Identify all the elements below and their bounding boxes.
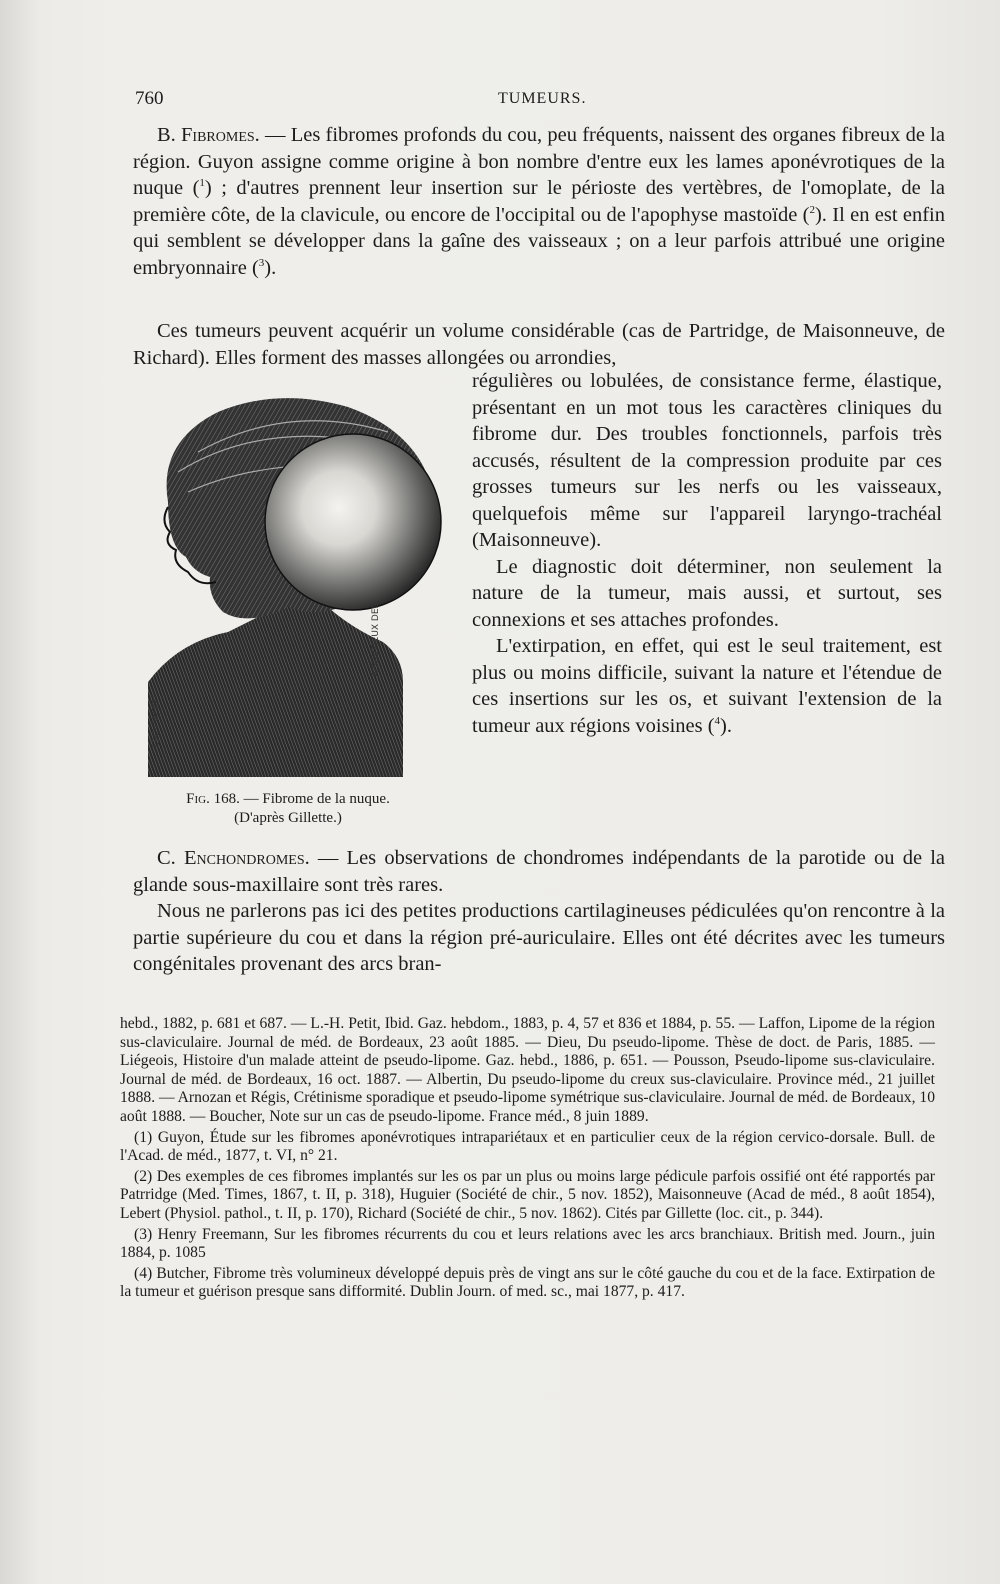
figure-168 [138,382,458,830]
paragraph-text: ). [264,256,277,279]
paragraph-diagnostic: Le diagnostic doit déterminer, non seulement la nature de la tumeur, mais aussi, et surtout, ses connexions et ses attaches profondes. [472,555,942,631]
footnote-text: Henry Freemann, Sur les fibromes récurrents du cou et leurs relations avec les arcs branchiaux. British med. Journ., juin 1884, p. 1085 [120,1225,935,1262]
paragraph-enchondromes [133,845,945,898]
footnote-2 [120,1168,935,1224]
side-column [472,368,942,739]
paragraph-petites-productions: Nous ne parlerons pas ici des petites productions cartilagineuses pédiculées qu'on rencontre à la partie supérieure du cou et dans la région pré-auriculaire. Elles ont été décrites avec les tumeurs congénitales provenant des arcs bran- [133,900,945,975]
footnote-ref: 1 [199,177,205,190]
footnote-text: Guyon, Étude sur les fibromes aponévrotiques intrapariétaux et en particulier ceux de la région cervico-dorsale. Bull. de l'Acad. de méd., 1877, t. VI, n° 21. [120,1128,935,1165]
figure-label: Fig. 168. [186,791,240,807]
footnote-text: Butcher, Fibrome très volumineux développé depuis près de vingt ans sur le côté gauche du cou et de la face. Extirpation de la tumeur et guérison presque sans difformité. Dublin Journ. of med. sc., mai 1877, p. 417. [120,1264,935,1301]
paragraph-fibromes [133,122,945,281]
paragraph-ces-tumeurs: Ces tumeurs peuvent acquérir un volume considérable (cas de Partridge, de Maisonneuve, de Richard). Elles forment des masses allongées ou arrondies, [133,320,945,369]
paragraph-extirpation [472,633,942,739]
paragraph-text: ). Il en est enfin qui semblent se développer dans la gaîne des vaisseaux ; on a leur parfois attribué une origine embryonnaire ( [133,203,945,279]
footnote-3 [120,1226,935,1263]
footnotes [120,1015,935,1304]
footnote-ref: 2 [809,203,815,216]
shoulder-shape [148,587,403,777]
footnote-ref: 3 [258,256,265,269]
figure-source: (D'après Gillette.) [234,810,342,826]
paragraph-text: ) ; d'autres prennent leur insertion sur le périoste des vertèbres, de l'omoplate, de la première côte, de la clavicule, ou encore de l'occipital ou de l'apophyse mastoïde ( [133,177,945,226]
footnote-mark: (4) [134,1264,153,1282]
paragraph-text: ). [720,714,732,737]
running-head: TUMEURS. [498,90,587,107]
section-letter: B. [157,124,182,146]
section-ces-tumeurs [133,318,945,371]
section-fibromes [133,122,945,281]
footnote-text: Des exemples de ces fibromes implantés sur les os par un plus ou moins large pédicule parfois ossifié ont été rapportés par Patrridge (Med. Times, 1867, t. II, p. 318), Huguier (Société de chir., 5 nov. 1852), Maisonneuve (Acad de méd., 8 août 1854), Lebert (Physiol. pathol., t. II, p. 170), Richard (Société de chir., 5 nov. 1862). Cités par Gillette (loc. cit., p. 344). [120,1167,935,1222]
paragraph-text: . — Les fibromes profonds du cou, peu fréquents, naissent des organes fibreux de la région. Guyon assigne comme origine à bon nombre d'entre eux les lames aponévrotiques de la nuque ( [133,124,945,199]
section-heading: Fibromes [181,124,255,146]
footnote-mark: (1) [134,1128,153,1146]
footnote-ref: 4 [714,714,721,727]
figure-caption [138,790,438,828]
section-heading: Enchondromes [183,847,305,869]
engraver-right: A.SAVTIEUX DEL [371,603,381,677]
page-header [135,88,945,118]
section-letter: C. [157,847,184,869]
engraver-left: BLANADET [149,700,159,749]
footnote-mark: (3) [134,1225,153,1243]
page-number: 760 [135,88,164,109]
tumor-mass [265,434,441,610]
footnote-1 [120,1129,935,1166]
figure-title: — Fibrome de la nuque. [239,791,390,807]
paragraph-text: L'extirpation, en effet, qui est le seul traitement, est plus ou moins difficile, suivant la nature et l'étendue de ces insertions sur les os, et suivant l'extension de la tumeur aux régions voisines ( [472,635,942,737]
section-enchondromes [133,845,945,978]
footnote-mark: (2) [134,1167,153,1185]
footnote-4 [120,1265,935,1302]
engraving-illustration [138,382,448,782]
footnote-continuation: hebd., 1882, p. 681 et 687. — L.-H. Petit, Ibid. Gaz. hebdom., 1883, p. 4, 57 et 836 et 1884, p. 55. — Laffon, Lipome de la région sus-claviculaire. Journal de méd. de Bordeaux, 23 août 1885. — Dieu, Du pseudo-lipome. Thèse de doct. de Paris, 1885. — Liégeois, Histoire d'un malade atteint de pseudo-lipome. Gaz. hebd., 1886, p. 651. — Pousson, Pseudo-lipome sus-claviculaire. Journal de méd. de Bordeaux, 16 oct. 1887. — Albertin, Du pseudo-lipome du creux sus-claviculaire. Province méd., 21 juillet 1888. — Arnozan et Régis, Crétinisme sporadique et pseudo-lipome symétrique sus-claviculaire. Journal de méd. de Bordeaux, 10 août 1888. — Boucher, Note sur un cas de pseudo-lipome. France méd., 8 juin 1889. [120,1015,935,1125]
paragraph-caracteres: régulières ou lobulées, de consistance ferme, élastique, présentant en un mot tous les caractères cliniques du fibrome dur. Des troubles fonctionnels, parfois très accusés, résultent de la compression produite par ces grosses tumeurs sur les nerfs ou les vaisseaux, quelquefois même sur l'appareil laryngo-trachéal (Maisonneuve). [472,370,942,551]
paragraph-text: . — Les observations de chondromes indépendants de la parotide ou de la glande sous-maxillaire sont très rares. [133,847,945,896]
